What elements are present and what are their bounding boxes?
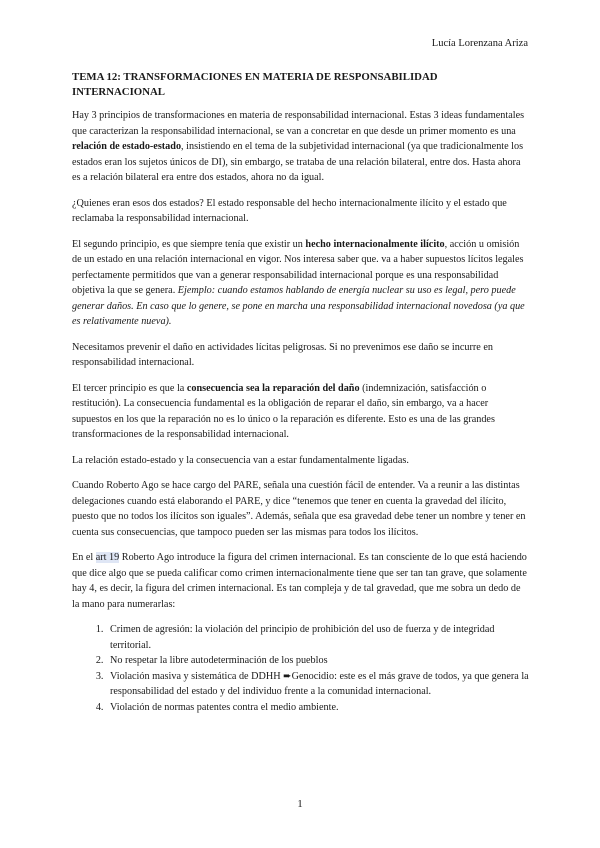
paragraph-6: La relación estado-estado y la consecuencia van a estar fundamentalmente ligadas. xyxy=(72,454,409,466)
list-item: 2. No respetar la libre autodeterminación de los pueblos xyxy=(106,653,530,669)
bold-term: hecho internacionalmente ilícito xyxy=(305,238,445,250)
header-author: Lucía Lorenzana Ariza xyxy=(431,38,528,49)
highlighted-article: art 19 xyxy=(95,552,120,563)
text-run: , acción u omisión de un estado en una relación internacional en vigor. Nos interesa saber que. va a haber supuestos lícitos legales perfectamente permitidos que van a generar responsabilidad internacional porque es una responsabilidad objetiva la que se genera. xyxy=(72,238,524,296)
page-number: 1 xyxy=(297,798,303,810)
crimes-list xyxy=(72,622,530,715)
example-italic: Ejemplo: cuando estamos hablando de energía nuclear su uso es legal, pero puede generar daños. En caso que lo genere, se pone en marcha una responsabilidad internacional novedosa (ya que es relativamente nueva). xyxy=(72,285,525,327)
page-title: TEMA 12: TRANSFORMACIONES EN MATERIA DE RESPONSABILIDAD INTERNACIONAL xyxy=(72,71,438,98)
bold-term: consecuencia sea la reparación del daño xyxy=(186,382,360,394)
text-run: En el xyxy=(72,552,96,563)
text-run: El segundo principio, es que siempre tenía que existir un xyxy=(72,238,306,250)
paragraph-7: Cuando Roberto Ago se hace cargo del PARE, señala una cuestión fácil de entender. Va a reunir a las distintas delegaciones cuando está elaborando el PARE, y dice “tenemos que tener en cuenta la gravedad del ilícito, puesto que no todos los ilícitos son iguales”. Además, señala que esa gravedad debe tener un nombre y tener en cuenta sus consecuencias, que tampoco pueden ser las mismas para todos los ilícitos. xyxy=(72,480,526,538)
paragraph-2: ¿Quienes eran esos dos estados? El estado responsable del hecho internacionalmente ilícito y el estado que reclamaba la responsabilidad internacional. xyxy=(72,197,507,224)
bold-term: relación de estado-estado xyxy=(72,141,182,152)
list-item: 4. Violación de normas patentes contra el medio ambiente. xyxy=(106,700,530,716)
paragraph-4: Necesitamos prevenir el daño en actividades lícitas peligrosas. Si no prevenimos ese daño se incurre en responsabilidad internacional. xyxy=(72,341,493,368)
paragraph-8 xyxy=(72,550,530,612)
paragraph-5 xyxy=(72,381,530,443)
paragraph-1 xyxy=(72,108,530,186)
text-run: , insistiendo en el tema de la subjetividad internacional (ya que tradicionalmente los estados eran los sujetos únicos de DI), sin embargo, se trataba de una relación bilateral, entre dos. Hasta ahora es a relación bilateral era entre dos estados, ahora no da igual. xyxy=(72,141,524,183)
document-body xyxy=(72,70,530,715)
list-item: 3. Violación masiva y sistemática de DDHH ➨Genocidio: este es el más grave de todos, ya que genera la responsabilidad del estado y del individuo frente a la comunidad internacional. xyxy=(106,669,530,700)
text-run: El tercer principio es que la xyxy=(72,382,187,394)
text-run: (indemnización, satisfacción o restitución). La consecuencia fundamental es la obligación de reparar el daño, sin embargo, va a hacer supuestos en los que la reparación no es lo único o la reparación es diferente. Esto es una de las grandes transformaciones de la responsabilidad internacional. xyxy=(72,382,495,440)
list-item: 1. Crimen de agresión: la violación del principio de prohibición del uso de fuerza y de integridad territorial. xyxy=(106,622,530,653)
paragraph-3 xyxy=(72,237,530,330)
text-run: Hay 3 principios de transformaciones en materia de responsabilidad internacional. Estas 3 ideas fundamentales que caracterizan la responsabilidad internacional, se van a concretar en que desde un primer momento es una xyxy=(72,110,525,137)
text-run: Roberto Ago introduce la figura del crimen internacional. Es tan consciente de lo que está haciendo que dice algo que se pueda calificar como crimen internacionalmente tiene que ser tan tan grave, que solamente hay 4, es decir, la figura del crimen internacional. Es tan compleja y de tal gravedad, que me sobra un dedo de la mano para numerarlas: xyxy=(72,552,527,610)
